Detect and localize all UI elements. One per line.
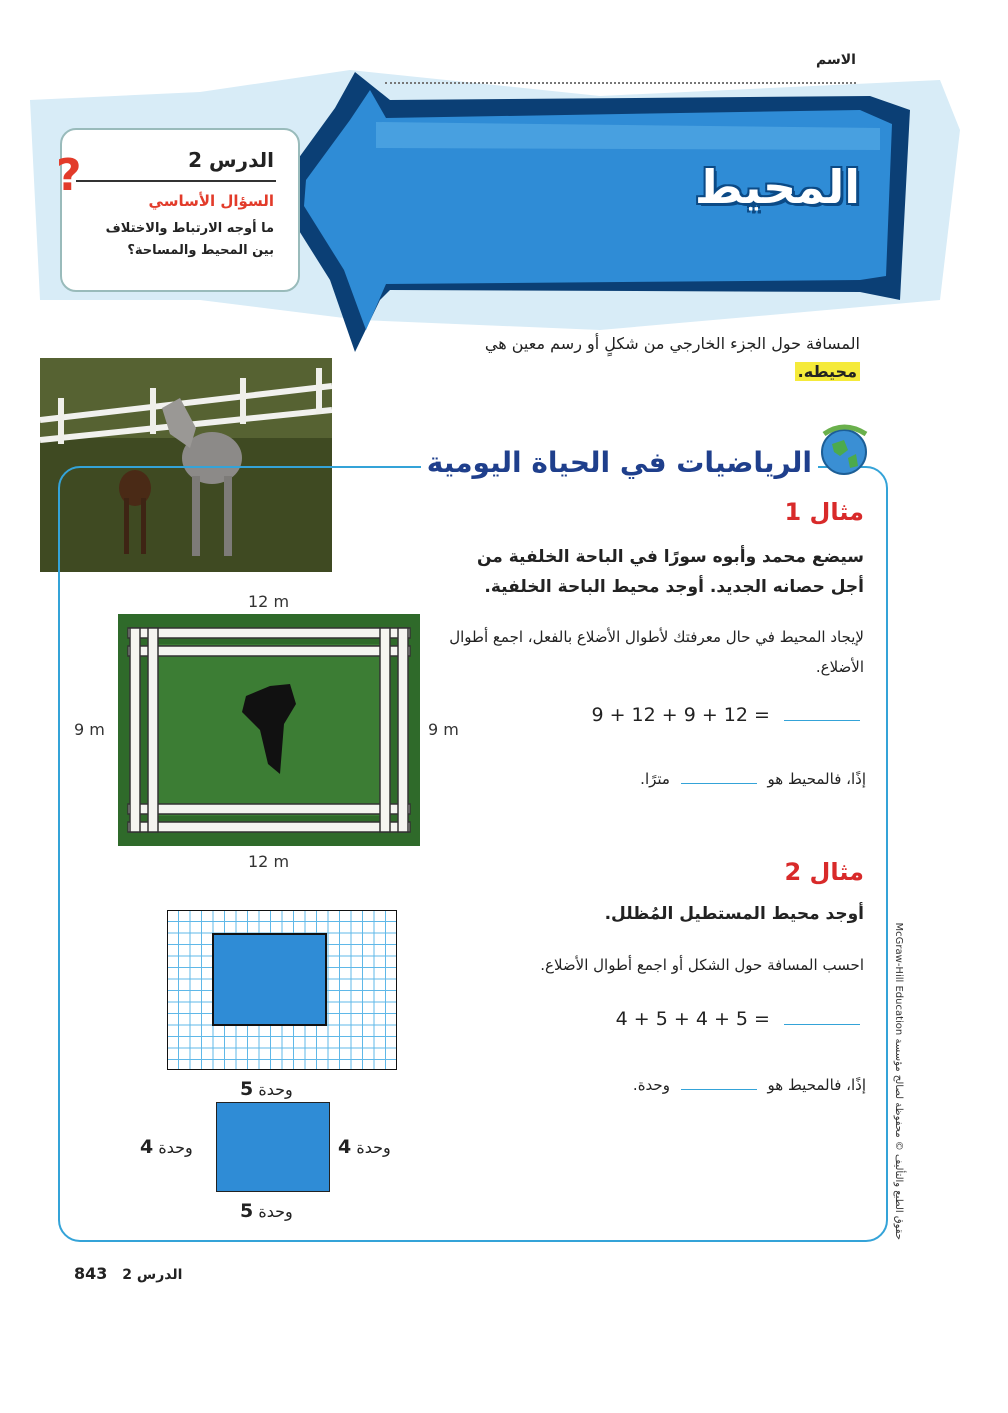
lesson-divider <box>76 180 276 182</box>
fence-bottom-length: 12 m <box>248 852 290 871</box>
fence-top-length: 12 m <box>248 592 290 611</box>
essential-question-text: ما أوجه الارتباط والاختلاف بين المحيط والمساحة؟ <box>105 221 274 258</box>
example-2-hint: احسب المسافة حول الشكل أو اجمع أطوال الأضلاع. <box>540 956 864 974</box>
fence-left-length: 9 m <box>74 720 105 739</box>
example-1-conclusion-pre: إذًا، فالمحيط هو <box>767 770 866 788</box>
lesson-title: الدرس 2 <box>188 148 274 172</box>
footer-lesson: الدرس 2 <box>122 1267 183 1283</box>
example-1-label: مثال 1 <box>784 498 864 526</box>
definition <box>400 330 860 386</box>
example-2-equation-text: 4 + 5 + 4 + 5 = <box>615 1008 770 1030</box>
page-footer <box>74 1264 182 1283</box>
example-1-conclusion <box>640 770 866 788</box>
page-title: المحيط <box>694 160 860 214</box>
essential-question-label: السؤال الأساسي <box>148 192 274 210</box>
example-2-conclusion-unit: وحدة. <box>632 1076 670 1094</box>
lesson-card <box>56 128 300 292</box>
grid-figure <box>167 910 397 1070</box>
rect-right-number: 4 <box>338 1136 352 1158</box>
fence-right-length: 9 m <box>428 720 459 739</box>
shaded-rectangle <box>216 1102 330 1192</box>
rect-bottom-label: وحدة 5 <box>240 1200 293 1222</box>
example-1-equation-text: 9 + 12 + 9 + 12 = <box>591 704 770 726</box>
example-1-conclusion-unit: مترًا. <box>640 770 670 788</box>
rect-bottom-number: 5 <box>240 1200 254 1222</box>
name-label: الاسم <box>816 52 856 68</box>
rect-top-label: وحدة 5 <box>240 1078 293 1100</box>
question-mark-icon: ? <box>56 150 82 201</box>
rect-left-label: وحدة 4 <box>140 1136 193 1158</box>
name-line[interactable] <box>385 82 856 84</box>
example-2-conclusion <box>633 1076 866 1094</box>
example-1-problem: سيضع محمد وأبوه سورًا في الباحة الخلفية من أجل حصانه الجديد. أوجد محيط الباحة الخلفية. <box>476 547 864 597</box>
example-2-equation <box>616 1008 866 1030</box>
page-number: 843 <box>74 1264 108 1283</box>
globe-icon <box>816 422 872 478</box>
example-1-perimeter-blank[interactable] <box>681 783 757 784</box>
example-1-hint: لإيجاد المحيط في حال معرفتك لأطوال الأضلاع بالفعل، اجمع أطوال الأضلاع. <box>449 628 864 676</box>
rect-right-label: وحدة 4 <box>338 1136 391 1158</box>
example-1-equation <box>591 704 866 726</box>
example-2-label: مثال 2 <box>784 858 864 886</box>
example-1-answer-blank[interactable] <box>784 720 860 721</box>
example-2-perimeter-blank[interactable] <box>681 1089 757 1090</box>
rect-top-number: 5 <box>240 1078 254 1100</box>
definition-text: المسافة حول الجزء الخارجي من شكلٍ أو رسم معين هي <box>484 334 860 353</box>
rect-left-number: 4 <box>140 1136 154 1158</box>
example-2-answer-blank[interactable] <box>784 1024 860 1025</box>
definition-term: محيطه. <box>795 362 860 381</box>
example-2-conclusion-pre: إذًا، فالمحيط هو <box>767 1076 866 1094</box>
fence-figure <box>118 614 420 846</box>
copyright-text: حقوق الطبع والتأليف © محفوظة لصالح مؤسسة McGraw-Hill Education <box>893 922 904 1240</box>
section-title: الرياضيات في الحياة اليومية <box>421 446 818 479</box>
example-2-problem: أوجد محيط المستطيل المُظلل. <box>604 904 864 924</box>
